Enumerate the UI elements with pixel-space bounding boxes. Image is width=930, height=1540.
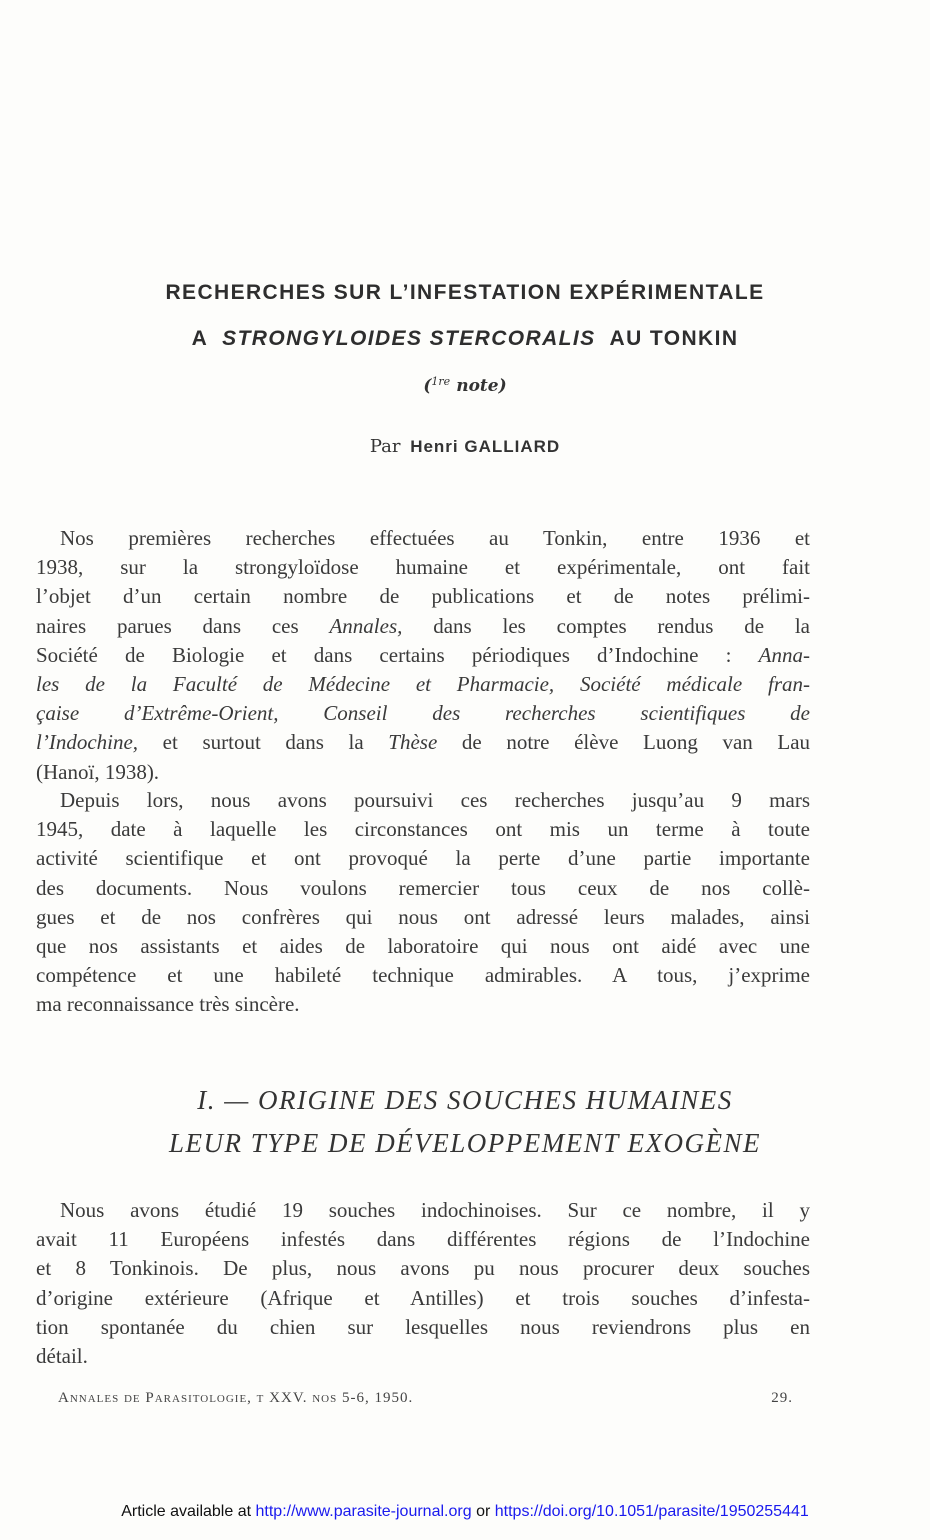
text-line: Depuis lors, nous avons poursuivi ces recherches jusqu’au 9 mars bbox=[60, 788, 810, 812]
text-line: tion spontanée du chien sur lesquelles nous reviendrons plus en bbox=[36, 1314, 810, 1339]
availability-prefix: Article available at bbox=[121, 1503, 252, 1520]
author-name: Henri GALLIARD bbox=[410, 437, 561, 456]
italic-run: les de la Faculté de Médecine et Pharmacie, Société médicale fran- bbox=[36, 672, 810, 697]
text-run: naires parues dans ces bbox=[36, 613, 299, 638]
note-word: note bbox=[456, 376, 499, 396]
article-title-line-1: RECHERCHES SUR L’INFESTATION EXPÉRIMENTALE bbox=[165, 281, 765, 304]
section-heading-line-2: LEUR TYPE DE DÉVELOPPEMENT EXOGÈNE bbox=[169, 1128, 761, 1158]
text-line bbox=[36, 641, 810, 670]
journal-footer bbox=[58, 1390, 793, 1407]
italic-run: çaise d’Extrême-Orient, Conseil des recherches scientifiques de bbox=[36, 701, 810, 726]
text-line: Nous avons étudié 19 souches indochinoises. Sur ce nombre, il y bbox=[60, 1198, 810, 1222]
text-line bbox=[36, 612, 810, 641]
availability-or: or bbox=[476, 1503, 491, 1520]
author-line bbox=[0, 436, 930, 457]
italic-run: Anna- bbox=[758, 642, 810, 667]
text-line: l’objet d’un certain nombre de publications et de notes prélimi- bbox=[36, 584, 810, 609]
text-line: et 8 Tonkinois. De plus, nous avons pu nous procurer deux souches bbox=[36, 1256, 810, 1281]
italic-run: Annales, bbox=[329, 613, 403, 638]
text-run: dans les comptes rendus de la bbox=[433, 613, 810, 638]
intro-paragraph-1 bbox=[36, 524, 810, 787]
article-title-line-2 bbox=[0, 327, 930, 351]
availability-line bbox=[0, 1503, 930, 1521]
journal-citation: Annales de Parasitologie, t XXV. nos 5-6, 1950. bbox=[58, 1390, 414, 1406]
note-label: ($^{1re}$ note) bbox=[423, 375, 507, 396]
note-number: 1re bbox=[431, 375, 451, 388]
text-line: gues et de nos confrères qui nous ont adressé leurs malades, ainsi bbox=[36, 904, 810, 929]
title-prefix: A bbox=[191, 327, 209, 350]
text-line: détail. bbox=[36, 1344, 88, 1369]
text-line: d’origine extérieure (Afrique et Antilles) et trois souches d’infesta- bbox=[36, 1285, 810, 1310]
text-line: compétence et une habileté technique admirables. A tous, j’exprime bbox=[36, 963, 810, 988]
text-line: activité scientifique et ont provoqué la perte d’une partie importante bbox=[36, 846, 810, 871]
text-line: que nos assistants et aides de laboratoire qui nous ont aidé avec une bbox=[36, 934, 810, 959]
text-run: de notre élève Luong van Lau bbox=[461, 730, 811, 755]
journal-link[interactable]: http://www.parasite-journal.org bbox=[255, 1503, 472, 1520]
text-run: Société de Biologie et dans certains périodiques d’Indochine : bbox=[36, 642, 732, 667]
text-line: 1945, date à laquelle les circonstances ont mis un terme à toute bbox=[36, 817, 810, 842]
text-line: Nos premières recherches effectuées au Tonkin, entre 1936 et bbox=[60, 526, 810, 550]
text-line: avait 11 Européens infestés dans différentes régions de l’Indochine bbox=[36, 1227, 810, 1252]
author-prefix: Par bbox=[369, 436, 401, 457]
section-heading-line-1: I. — ORIGINE DES SOUCHES HUMAINES bbox=[197, 1085, 733, 1115]
text-line bbox=[36, 728, 810, 757]
text-line: ma reconnaissance très sincère. bbox=[36, 992, 300, 1017]
intro-paragraph-2 bbox=[36, 786, 810, 1020]
text-line: des documents. Nous voulons remercier tous ceux de nos collè- bbox=[36, 875, 810, 900]
text-line: 1938, sur la strongyloïdose humaine et expérimentale, ont fait bbox=[36, 555, 810, 580]
text-run: et surtout dans la bbox=[162, 730, 364, 755]
text-line: (Hanoï, 1938). bbox=[36, 759, 160, 784]
italic-run: l’Indochine, bbox=[36, 730, 139, 755]
italic-run: Thèse bbox=[388, 730, 438, 755]
page-number: 29. bbox=[771, 1390, 793, 1406]
text-line bbox=[36, 670, 810, 699]
doi-link[interactable]: https://doi.org/10.1051/parasite/1950255441 bbox=[494, 1503, 809, 1520]
title-suffix: AU TONKIN bbox=[609, 327, 739, 350]
text-line bbox=[36, 699, 810, 728]
title-species: STRONGYLOIDES STERCORALIS bbox=[222, 327, 596, 350]
section-paragraph-1 bbox=[36, 1196, 810, 1371]
